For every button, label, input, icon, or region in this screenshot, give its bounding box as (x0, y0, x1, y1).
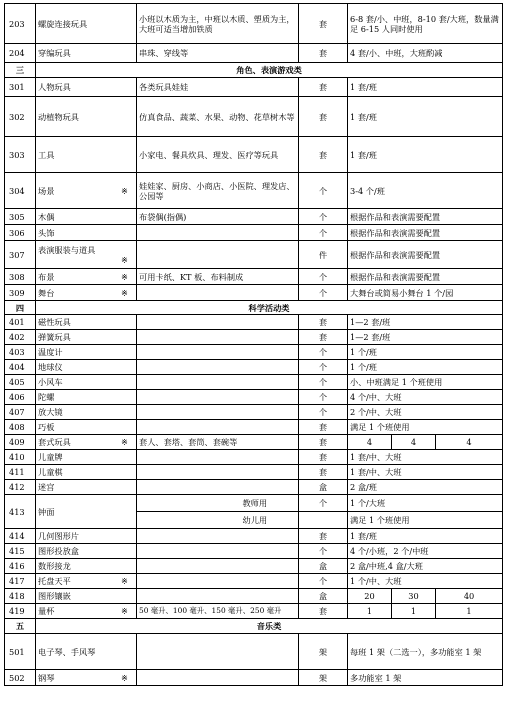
item-unit: 套 (299, 315, 348, 330)
item-name-cell (36, 173, 137, 209)
item-description (137, 544, 299, 559)
table-row (5, 529, 503, 544)
table-row (5, 330, 503, 345)
item-description (137, 420, 299, 435)
item-description (137, 360, 299, 375)
item-unit: 个 (299, 495, 348, 512)
table-row (5, 173, 503, 209)
item-code: 409 (5, 435, 36, 450)
item-code: 417 (5, 574, 36, 589)
item-name: 地球仪 (36, 360, 137, 375)
item-code: 418 (5, 589, 36, 604)
item-description: 仿真食品、蔬菜、水果、动物、花草树木等 (137, 97, 299, 137)
item-quantity-note: 根据作品和表演需要配置 (348, 225, 503, 241)
item-code: 411 (5, 465, 36, 480)
item-code: 308 (5, 269, 36, 285)
section-title: 角色、表演游戏类 (36, 63, 503, 78)
item-quantity-note: 1—2 套/班 (348, 315, 503, 330)
item-quantity-note: 4 个/小班，2 个/中班 (348, 544, 503, 559)
table-row (5, 345, 503, 360)
item-unit: 套 (299, 4, 348, 44)
table-row (5, 225, 503, 241)
item-description: 小家电、餐具炊具、理发、医疗等玩具 (137, 137, 299, 173)
section-number: 四 (5, 301, 36, 315)
table-row (5, 589, 503, 604)
item-unit: 个 (299, 345, 348, 360)
item-description (137, 285, 299, 301)
item-code: 302 (5, 97, 36, 137)
table-row (5, 78, 503, 97)
item-unit: 盒 (299, 480, 348, 495)
item-unit: 套 (299, 137, 348, 173)
item-name: 弹簧玩具 (36, 330, 137, 345)
item-code: 413 (5, 495, 36, 529)
item-unit: 套 (299, 97, 348, 137)
qty-small-class: 1 (348, 604, 392, 619)
item-description (137, 480, 299, 495)
item-code: 309 (5, 285, 36, 301)
item-code: 304 (5, 173, 36, 209)
item-unit-blank (299, 512, 348, 529)
item-name: 图形投放盒 (36, 544, 137, 559)
item-quantity-note: 满足 1 个班使用 (348, 512, 503, 529)
item-code: 412 (5, 480, 36, 495)
star-mark: ※ (121, 437, 128, 447)
item-code: 407 (5, 405, 36, 420)
item-name-cell (36, 670, 137, 686)
item-name: 舞台 (38, 287, 55, 298)
star-mark: ※ (121, 287, 128, 298)
item-name-cell (36, 574, 137, 589)
section-header-row (5, 63, 503, 78)
table-row (5, 269, 503, 285)
item-description: 娃娃家、厨房、小商店、小医院、理发店、公园等 (137, 173, 299, 209)
section-header-row (5, 301, 503, 315)
item-quantity-note: 2 盒/班 (348, 480, 503, 495)
item-name: 图形镶嵌 (36, 589, 137, 604)
item-code: 401 (5, 315, 36, 330)
item-unit: 架 (299, 634, 348, 670)
item-quantity-note: 1 套/班 (348, 97, 503, 137)
item-quantity-note: 1 套/班 (348, 529, 503, 544)
item-quantity-note: 根据作品和表演需要配置 (348, 241, 503, 269)
item-code: 414 (5, 529, 36, 544)
item-name: 巧板 (36, 420, 137, 435)
table-row (5, 495, 503, 512)
item-code: 307 (5, 241, 36, 269)
item-unit: 个 (299, 574, 348, 589)
section-header-row (5, 619, 503, 634)
table-row (5, 390, 503, 405)
table-row (5, 559, 503, 574)
table-row (5, 604, 503, 619)
item-quantity-note: 多功能室 1 架 (348, 670, 503, 686)
table-row (5, 360, 503, 375)
item-code: 406 (5, 390, 36, 405)
item-name: 放大镜 (36, 405, 137, 420)
section-number: 三 (5, 63, 36, 78)
item-description (137, 375, 299, 390)
qty-middle-class: 30 (392, 589, 436, 604)
item-description (137, 405, 299, 420)
item-name: 套式玩具 (38, 437, 71, 447)
star-mark: ※ (121, 271, 128, 282)
item-description (137, 225, 299, 241)
section-number: 五 (5, 619, 36, 634)
item-name: 儿童棋 (36, 465, 137, 480)
table-row (5, 241, 503, 269)
item-code: 405 (5, 375, 36, 390)
item-quantity-note: 6-8 套/小、中班，8-10 套/大班，数量满足 6-15 人同时使用 (348, 4, 503, 44)
item-description (137, 345, 299, 360)
table-row (5, 450, 503, 465)
item-description (137, 529, 299, 544)
item-code: 416 (5, 559, 36, 574)
item-quantity-note: 根据作品和表演需要配置 (348, 209, 503, 225)
item-name-cell (36, 269, 137, 285)
item-code: 410 (5, 450, 36, 465)
item-unit: 套 (299, 604, 348, 619)
table-row (5, 544, 503, 559)
item-description: 小班以木质为主，中班以木质、塑质为主，大班可适当增加铁质 (137, 4, 299, 44)
item-description: 幼儿用 (241, 512, 299, 529)
item-quantity-note: 2 盒/中班,4 盒/大班 (348, 559, 503, 574)
item-code: 501 (5, 634, 36, 670)
item-description (137, 574, 299, 589)
item-name: 场景 (38, 185, 55, 196)
item-name: 钢琴 (38, 672, 55, 683)
item-name: 头饰 (36, 225, 137, 241)
item-unit: 套 (299, 420, 348, 435)
item-name: 温度计 (36, 345, 137, 360)
desc-blank (137, 512, 241, 529)
item-unit: 个 (299, 209, 348, 225)
item-description (137, 634, 299, 670)
table-row (5, 97, 503, 137)
item-quantity-note: 每班 1 架（二选一），多功能室 1 架 (348, 634, 503, 670)
equipment-table (4, 3, 503, 686)
item-code: 404 (5, 360, 36, 375)
qty-large-class: 40 (436, 589, 503, 604)
section-title: 科学活动类 (36, 301, 503, 315)
qty-large-class: 1 (436, 604, 503, 619)
table-row (5, 285, 503, 301)
item-unit: 个 (299, 173, 348, 209)
item-unit: 个 (299, 360, 348, 375)
table-row (5, 209, 503, 225)
item-name-cell (36, 604, 137, 619)
qty-large-class: 4 (436, 435, 503, 450)
item-unit: 个 (299, 390, 348, 405)
item-quantity-note: 3-4 个/班 (348, 173, 503, 209)
item-unit: 个 (299, 405, 348, 420)
item-description (137, 465, 299, 480)
item-name: 陀螺 (36, 390, 137, 405)
table-row (5, 405, 503, 420)
item-code: 203 (5, 4, 36, 44)
item-name: 穿编玩具 (36, 44, 137, 63)
item-quantity-note: 2 个/中、大班 (348, 405, 503, 420)
item-description: 套人、套塔、套筒、套碗等 (137, 435, 299, 450)
item-name: 电子琴、手风琴 (36, 634, 137, 670)
table-row (5, 420, 503, 435)
item-quantity-note: 根据作品和表演需要配置 (348, 269, 503, 285)
item-unit: 套 (299, 78, 348, 97)
item-name: 布景 (38, 271, 55, 282)
item-code: 419 (5, 604, 36, 619)
item-quantity-note: 满足 1 个班使用 (348, 420, 503, 435)
item-code: 306 (5, 225, 36, 241)
item-quantity-note: 1 套/班 (348, 78, 503, 97)
table-row (5, 634, 503, 670)
item-unit: 个 (299, 375, 348, 390)
item-unit: 件 (299, 241, 348, 269)
star-mark: ※ (121, 254, 128, 265)
item-description (137, 390, 299, 405)
item-unit: 套 (299, 450, 348, 465)
item-description (137, 241, 299, 269)
table-row (5, 465, 503, 480)
item-unit: 盒 (299, 589, 348, 604)
desc-blank (137, 495, 241, 512)
item-unit: 个 (299, 269, 348, 285)
item-name: 量杯 (38, 606, 55, 616)
item-unit: 套 (299, 465, 348, 480)
item-name: 表演服装与道具 (38, 244, 96, 255)
table-row (5, 480, 503, 495)
item-unit: 套 (299, 330, 348, 345)
item-description: 可用卡纸、KT 板、布料制成 (137, 269, 299, 285)
item-name: 数形接龙 (36, 559, 137, 574)
item-quantity-note: 1 个/班 (348, 360, 503, 375)
item-unit: 套 (299, 435, 348, 450)
table-row (5, 4, 503, 44)
item-name: 钟面 (36, 495, 137, 529)
item-quantity-note: 小、中班满足 1 个班使用 (348, 375, 503, 390)
item-quantity-note: 1 套/中、大班 (348, 465, 503, 480)
item-quantity-note: 1 套/班 (348, 137, 503, 173)
table-row (5, 315, 503, 330)
item-name: 木偶 (36, 209, 137, 225)
table-row (5, 44, 503, 63)
item-description (137, 559, 299, 574)
item-unit: 个 (299, 544, 348, 559)
star-mark: ※ (121, 185, 128, 196)
item-code: 402 (5, 330, 36, 345)
item-description (137, 670, 299, 686)
item-code: 403 (5, 345, 36, 360)
item-code: 303 (5, 137, 36, 173)
item-description: 教师用 (241, 495, 299, 512)
item-name-cell (36, 435, 137, 450)
qty-middle-class: 1 (392, 604, 436, 619)
qty-small-class: 4 (348, 435, 392, 450)
table-row (5, 670, 503, 686)
item-quantity-note: 大舞台或简易小舞台 1 个/园 (348, 285, 503, 301)
item-name: 磁性玩具 (36, 315, 137, 330)
item-name: 迷宫 (36, 480, 137, 495)
item-description: 50 毫升、100 毫升、150 毫升、250 毫升 (137, 604, 299, 619)
item-name: 工具 (36, 137, 137, 173)
item-description: 各类玩具娃娃 (137, 78, 299, 97)
item-name: 动植物玩具 (36, 97, 137, 137)
item-description (137, 589, 299, 604)
item-code: 301 (5, 78, 36, 97)
qty-small-class: 20 (348, 589, 392, 604)
item-name: 人物玩具 (36, 78, 137, 97)
item-name: 托盘天平 (38, 576, 71, 586)
section-title: 音乐类 (36, 619, 503, 634)
item-quantity-note: 1 个/班 (348, 345, 503, 360)
table-row (5, 137, 503, 173)
star-mark: ※ (121, 576, 128, 586)
item-name-cell (36, 285, 137, 301)
item-name: 小风车 (36, 375, 137, 390)
item-unit: 架 (299, 670, 348, 686)
item-name: 螺旋连接玩具 (36, 4, 137, 44)
star-mark: ※ (121, 606, 128, 616)
item-quantity-note: 4 个/中、大班 (348, 390, 503, 405)
table-row (5, 375, 503, 390)
item-description: 布袋偶(指偶) (137, 209, 299, 225)
item-quantity-note: 1 个/大班 (348, 495, 503, 512)
item-unit: 套 (299, 529, 348, 544)
item-quantity-note: 1—2 套/班 (348, 330, 503, 345)
item-unit: 盒 (299, 559, 348, 574)
star-mark: ※ (121, 672, 128, 683)
item-unit: 个 (299, 285, 348, 301)
item-name: 儿童牌 (36, 450, 137, 465)
qty-middle-class: 4 (392, 435, 436, 450)
item-quantity-note: 4 套/小、中班，大班酌减 (348, 44, 503, 63)
item-code: 204 (5, 44, 36, 63)
item-unit: 套 (299, 44, 348, 63)
item-code: 408 (5, 420, 36, 435)
table-row (5, 574, 503, 589)
item-description (137, 330, 299, 345)
item-code: 305 (5, 209, 36, 225)
item-quantity-note: 1 套/中、大班 (348, 450, 503, 465)
item-name-cell (36, 241, 137, 269)
item-code: 502 (5, 670, 36, 686)
item-description (137, 450, 299, 465)
item-description: 串珠、穿线等 (137, 44, 299, 63)
item-code: 415 (5, 544, 36, 559)
item-unit: 个 (299, 225, 348, 241)
item-description (137, 315, 299, 330)
item-quantity-note: 1 个/中、大班 (348, 574, 503, 589)
item-name: 几何图形片 (36, 529, 137, 544)
table-row (5, 435, 503, 450)
